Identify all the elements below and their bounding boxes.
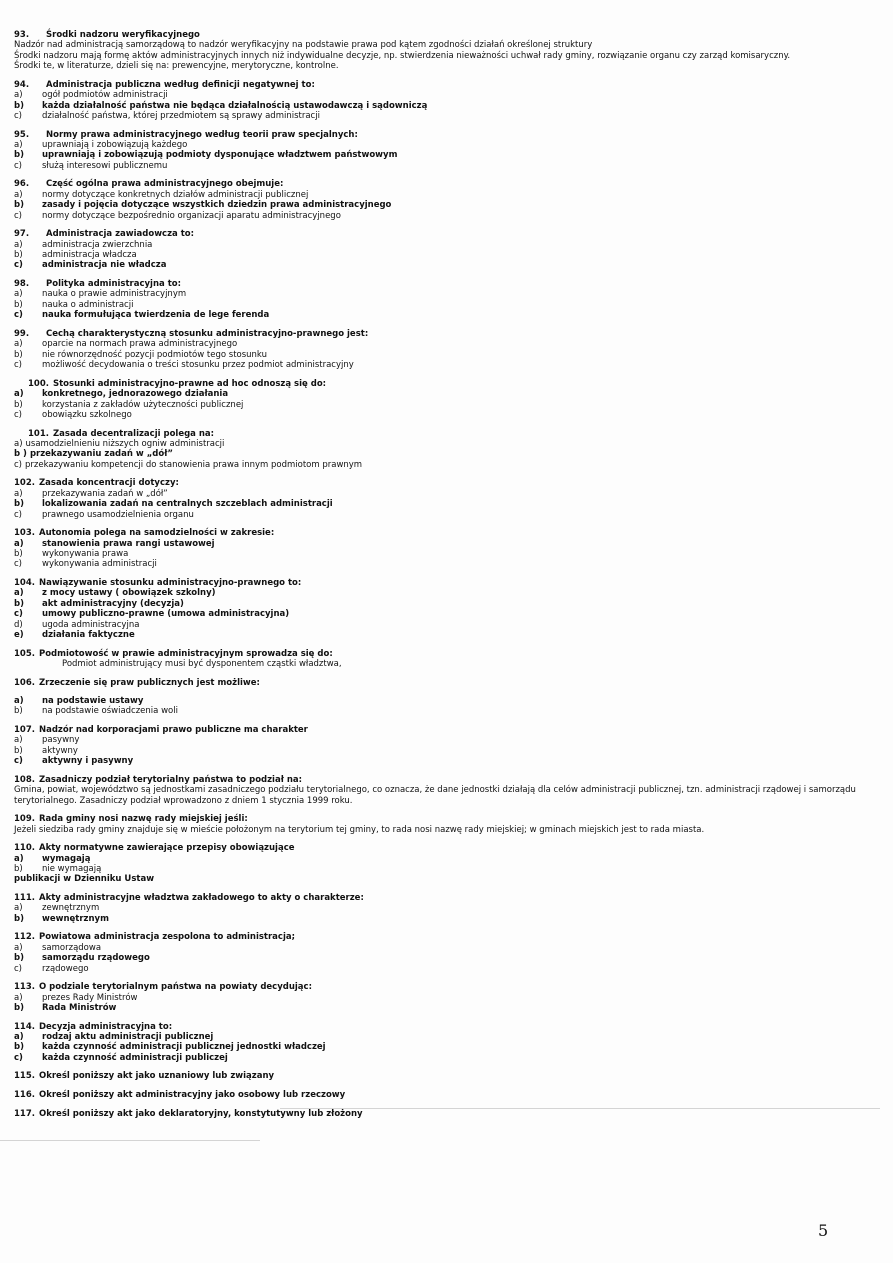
option-text: każda czynność administracji publiczej [42, 1052, 228, 1063]
question-title [14, 1022, 874, 1032]
option-label: b) [14, 250, 23, 261]
question-text: Nawiązywanie stosunku administracyjno-prawnego to: [38, 577, 302, 588]
question-text: Autonomia polega na samodzielności w zakresie: [38, 528, 275, 539]
question-title [14, 80, 874, 90]
option-text: na podstawie ustawy [42, 695, 144, 706]
question-title [14, 775, 874, 785]
answer-option [14, 400, 874, 410]
option-label: c) [14, 1052, 23, 1063]
answer-option [14, 310, 874, 320]
question-97 [14, 229, 874, 271]
option-text: stanowienia prawa rangi ustawowej [42, 538, 215, 549]
question-number: 108. [14, 774, 35, 785]
option-label: c) [14, 210, 22, 221]
question-text: Administracja zawiadowcza to: [46, 229, 195, 240]
question-107 [14, 725, 874, 767]
answer-option [14, 410, 874, 420]
question-96 [14, 179, 874, 221]
question-103 [14, 528, 874, 570]
option-text: przekazywaniu zadań w „dół” [29, 449, 173, 460]
question-text: Akty normatywne zawierające przepisy obowiązujące [38, 843, 295, 854]
option-text: działania faktyczne [42, 629, 135, 640]
question-title [14, 429, 874, 439]
answer-option [14, 200, 874, 210]
option-label: a) [14, 438, 23, 449]
question-text: Określ poniższy akt jako deklaratoryjny, konstytutywny lub złożony [38, 1108, 363, 1119]
spacer [14, 688, 874, 696]
option-label: c) [14, 360, 22, 371]
answer-option [14, 1042, 874, 1052]
option-text: wymagają [42, 853, 91, 864]
question-title [14, 843, 874, 853]
body-line: Środki te, w literaturze, dzieli się na: prewencyjne, merytoryczne, kontrolne. [14, 61, 339, 72]
option-text: zasady i pojęcia dotyczące wszystkich dziedzin prawa administracyjnego [42, 200, 392, 211]
option-text: normy dotyczące bezpośrednio organizacji aparatu administracyjnego [42, 210, 341, 221]
scan-artifact-line [0, 1140, 260, 1141]
page-number: 5 [818, 1221, 829, 1240]
answer-option [14, 539, 874, 549]
answer-option [14, 599, 874, 609]
question-number: 115. [14, 1071, 35, 1082]
option-text: administracja władcza [42, 250, 137, 261]
option-text: nauka formułująca twierdzenia de lege ferenda [42, 310, 270, 321]
question-title [14, 30, 874, 40]
question-text: Polityka administracyjna to: [46, 279, 181, 290]
answer-option [14, 914, 874, 924]
option-text: możliwość decydowania o treści stosunku przez podmiot administracyjny [42, 360, 354, 371]
document-body [14, 30, 874, 1127]
option-text: rządowego [42, 963, 89, 974]
answer-option [14, 140, 874, 150]
question-115 [14, 1071, 874, 1081]
question-98 [14, 279, 874, 321]
question-text: Rada gminy nosi nazwę rady miejskiej jeśli: [38, 814, 248, 825]
option-text: każda działalność państwa nie będąca działalnością ustawodawczą i sądowniczą [42, 100, 428, 111]
option-label: a) [14, 942, 23, 953]
option-label: a) [14, 289, 23, 300]
option-label: b) [14, 499, 24, 510]
option-label: b) [14, 864, 23, 874]
question-title [14, 1090, 874, 1100]
question-text: Decyzja administracyjna to: [38, 1021, 173, 1032]
question-number: 98. [14, 279, 30, 290]
answer-option [14, 549, 874, 559]
answer-option [14, 1003, 874, 1013]
option-text: konkretnego, jednorazowego działania [42, 389, 229, 400]
question-text: Zasada koncentracji dotyczy: [38, 478, 179, 489]
answer-option [14, 250, 874, 260]
question-text: Akty administracyjne władztwa zakładowego to akty o charakterze: [38, 893, 364, 903]
answer-option [14, 620, 874, 630]
option-text: przekazywaniu kompetencji do stanowienia prawa innym podmiotom prawnym [25, 459, 363, 470]
question-116 [14, 1090, 874, 1100]
answer-option [14, 389, 874, 399]
question-114 [14, 1022, 874, 1064]
question-112 [14, 932, 874, 974]
question-number: 99. [14, 328, 30, 339]
option-text: korzystania z zakładów użyteczności publicznej [42, 399, 244, 410]
answer-option [14, 90, 874, 100]
answer-option [14, 339, 874, 349]
question-number: 106. [14, 677, 35, 688]
option-label: a) [14, 735, 23, 746]
answer-option [14, 1032, 874, 1042]
option-label: a) [14, 903, 23, 914]
option-label: c) [14, 409, 22, 420]
option-label: a) [14, 695, 24, 706]
question-101 [14, 429, 874, 471]
answer-option [14, 964, 874, 974]
option-text: służą interesowi publicznemu [42, 160, 168, 171]
question-text: Określ poniższy akt jako uznaniowy lub związany [38, 1071, 275, 1082]
question-number: 93. [14, 30, 30, 40]
option-label: a) [14, 339, 23, 350]
body-paragraph: Gmina, powiat, województwo są jednostkami zasadniczego podziału terytorialnego, co oznacza, że dane jednostki działają dla celów administracji publicznej, tzn. administracji rządowej i samorządu terytorialnego. Zasadniczy podział wprowadzono z dniem 1 stycznia 1999 roku. [14, 785, 856, 806]
question-number: 97. [14, 229, 30, 240]
option-text: administracja zwierzchnia [42, 239, 153, 250]
question-100 [14, 379, 874, 421]
answer-option [14, 240, 874, 250]
question-94 [14, 80, 874, 122]
option-label: a) [14, 853, 24, 864]
option-text: akt administracyjny (decyzja) [42, 598, 184, 609]
question-text: Zasada decentralizacji polega na: [52, 428, 215, 439]
answer-option [14, 696, 874, 706]
question-number: 114. [14, 1021, 35, 1032]
option-label: b) [14, 706, 23, 717]
option-label: a) [14, 992, 23, 1003]
question-number: 103. [14, 528, 35, 539]
option-label: c) [14, 509, 22, 520]
question-title [14, 229, 874, 239]
body-line: Nadzór nad administracją samorządową to nadzór weryfikacyjny na podstawie prawa pod kątem zgodności działań określonej struktury [14, 40, 593, 51]
question-number: 96. [14, 179, 30, 190]
answer-option [14, 449, 874, 459]
answer-option [14, 609, 874, 619]
option-text: aktywny [42, 745, 78, 756]
question-104 [14, 578, 874, 640]
option-label: b) [14, 1042, 24, 1053]
option-text: działalność państwa, której przedmiotem są sprawy administracji [42, 111, 320, 122]
answer-option [14, 559, 874, 569]
option-text: lokalizowania zadań na centralnych szczeblach administracji [42, 499, 333, 510]
answer-option [14, 499, 874, 509]
option-text: nauka o prawie administracyjnym [42, 289, 187, 300]
question-text: Określ poniższy akt administracyjny jako osobowy lub rzeczowy [38, 1090, 346, 1101]
option-label: c) [14, 310, 23, 321]
question-text: Zrzeczenie się praw publicznych jest możliwe: [38, 677, 260, 688]
option-label: e) [14, 629, 24, 640]
question-105 [14, 649, 874, 670]
option-text: ugoda administracyjna [42, 619, 140, 630]
question-title [14, 1071, 874, 1081]
answer-option [14, 211, 874, 221]
answer-option [14, 510, 874, 520]
answer-option [14, 1053, 874, 1063]
option-text: uprawniają i zobowiązują każdego [42, 140, 188, 151]
option-text: nauka o administracji [42, 299, 134, 310]
answer-option [14, 161, 874, 171]
question-102 [14, 478, 874, 520]
question-113 [14, 982, 874, 1013]
question-number: 109. [14, 814, 35, 825]
option-text: umowy publiczno-prawne (umowa administracyjna) [42, 609, 290, 620]
answer-option [14, 190, 874, 200]
option-label: c) [14, 111, 22, 122]
option-text: Rada Ministrów [42, 1003, 117, 1014]
question-title [14, 528, 874, 538]
question-title [14, 649, 874, 659]
option-text: wykonywania administracji [42, 559, 157, 570]
option-text: rodzaj aktu administracji publicznej [42, 1032, 214, 1043]
answer-option [14, 460, 874, 470]
option-label: a) [14, 1032, 24, 1043]
question-108 [14, 775, 874, 806]
question-text: Stosunki administracyjno-prawne ad hoc odnoszą się do: [52, 378, 327, 389]
question-title [14, 814, 874, 824]
option-text: z mocy ustawy ( obowiązek szkolny) [42, 588, 216, 599]
answer-option [14, 735, 874, 745]
question-text: Część ogólna prawa administracyjnego obejmuje: [46, 179, 284, 190]
question-title [14, 893, 874, 903]
question-111 [14, 893, 874, 924]
answer-option [14, 630, 874, 640]
option-label: a) [14, 239, 23, 250]
option-label: b) [14, 100, 24, 111]
option-text: obowiązku szkolnego [42, 409, 132, 420]
option-label: b) [14, 1003, 24, 1014]
answer-option [14, 439, 874, 449]
option-label: b) [14, 150, 24, 161]
answer-option [14, 756, 874, 766]
answer-option [14, 260, 874, 270]
option-label: b) [14, 953, 24, 964]
option-text: na podstawie oświadczenia woli [42, 706, 178, 717]
option-label: b) [14, 548, 23, 559]
question-number: 100. [28, 378, 49, 389]
option-label: a) [14, 538, 24, 549]
question-text: Zasadniczy podział terytorialny państwa to podział na: [38, 774, 303, 785]
question-number: 94. [14, 79, 30, 90]
option-text: prawnego usamodzielnienia organu [42, 509, 194, 520]
option-text: nie równorzędność pozycji podmiotów tego stosunku [42, 349, 267, 360]
option-label: a) [14, 488, 23, 499]
answer-option [14, 350, 874, 360]
question-title [14, 678, 874, 688]
body-line: Środki nadzoru mają formę aktów administracyjnych innych niż indywidualne decyzje, np. stwierdzenia nieważności uchwał rady gminy, rozwiązanie organu czy zarząd komisaryczny. [14, 50, 791, 61]
option-text: aktywny i pasywny [42, 756, 134, 767]
option-text: przekazywania zadań w „dół” [42, 488, 168, 499]
answer-option [14, 854, 874, 864]
option-text: administracja nie władcza [42, 260, 167, 271]
question-number: 105. [14, 648, 35, 659]
answer-option [14, 993, 874, 1003]
question-title [14, 1109, 874, 1119]
question-number: 116. [14, 1090, 35, 1101]
option-text: zewnętrznym [42, 903, 100, 914]
question-title [14, 932, 874, 942]
option-text: samorządowa [42, 942, 102, 953]
option-label: c) [14, 459, 22, 470]
answer-option [14, 489, 874, 499]
question-text: Środki nadzoru weryfikacyjnego [46, 30, 200, 40]
question-106 [14, 678, 874, 717]
question-title [14, 982, 874, 992]
option-label: c) [14, 160, 22, 171]
question-text: Podmiotowość w prawie administracyjnym sprowadza się do: [38, 648, 333, 659]
question-title [14, 279, 874, 289]
option-text: ogół podmiotów administracji [42, 90, 168, 101]
option-label: a) [14, 90, 23, 101]
option-text: uprawniają i zobowiązują podmioty dysponujące władztwem państwowym [42, 150, 398, 161]
option-label: b) [14, 349, 23, 360]
option-label: a) [14, 140, 23, 151]
option-label: a) [14, 389, 24, 400]
option-text: oparcie na normach prawa administracyjnego [42, 339, 238, 350]
question-text: Nadzór nad korporacjami prawo publiczne ma charakter [38, 724, 308, 735]
option-label: a) [14, 588, 24, 599]
question-title [14, 478, 874, 488]
body-line: Podmiot administrujący musi być dysponentem cząstki władztwa, [62, 658, 342, 669]
option-label: c) [14, 260, 23, 271]
answer-option [14, 300, 874, 310]
answer-option [14, 588, 874, 598]
option-label: b) [14, 399, 23, 410]
option-label: a) [14, 189, 23, 200]
question-117 [14, 1109, 874, 1119]
option-text: pasywny [42, 735, 80, 746]
answer-option [14, 101, 874, 111]
option-label: b ) [14, 449, 27, 460]
option-label: b) [14, 745, 23, 756]
question-number: 117. [14, 1108, 35, 1119]
question-number: 107. [14, 724, 35, 735]
question-95 [14, 130, 874, 172]
question-number: 110. [14, 843, 35, 854]
option-text: nie wymagają [42, 864, 102, 874]
question-number: 112. [14, 932, 35, 943]
option-text: wewnętrznym [42, 913, 109, 924]
question-110 [14, 843, 874, 885]
question-text: Powiatowa administracja zespolona to administracja; [38, 932, 296, 943]
question-title [14, 130, 874, 140]
scan-artifact-line [280, 1108, 880, 1109]
answer-option [14, 953, 874, 963]
option-text: prezes Rady Ministrów [42, 992, 138, 1003]
option-label: c) [14, 963, 22, 974]
option-label: b) [14, 200, 24, 211]
question-93 [14, 30, 874, 72]
question-number: 113. [14, 982, 35, 993]
option-label: d) [14, 619, 23, 630]
answer-option [14, 943, 874, 953]
option-text: wykonywania prawa [42, 548, 129, 559]
answer-option [14, 150, 874, 160]
answer-option [14, 706, 874, 716]
question-text: Cechą charakterystyczną stosunku administracyjno-prawnego jest: [46, 328, 369, 339]
question-text: Normy prawa administracyjnego według teorii praw specjalnych: [46, 129, 358, 140]
question-text: Administracja publiczna według definicji negatywnej to: [46, 79, 315, 90]
body-line: publikacji w Dzienniku Ustaw [14, 874, 155, 885]
question-text: O podziale terytorialnym państwa na powiaty decydując: [38, 982, 312, 993]
question-109 [14, 814, 874, 835]
answer-option [14, 289, 874, 299]
answer-option [14, 746, 874, 756]
question-number: 104. [14, 577, 35, 588]
option-text: usamodzielnieniu niższych ogniw administracji [25, 438, 225, 449]
body-paragraph: Jeżeli siedziba rady gminy znajduje się w mieście położonym na terytorium tej gminy, to rada nosi nazwę rady miejskiej; w gminach miejskich jest to rada miasta. [14, 824, 705, 835]
question-title [14, 725, 874, 735]
option-text: każda czynność administracji publicznej jednostki władczej [42, 1042, 326, 1053]
option-text: normy dotyczące konkretnych działów administracji publicznej [42, 189, 309, 200]
question-title [14, 379, 874, 389]
option-label: b) [14, 913, 24, 924]
option-label: c) [14, 756, 23, 767]
question-title [14, 179, 874, 189]
answer-option [14, 903, 874, 913]
answer-option [14, 111, 874, 121]
option-text: samorządu rządowego [42, 953, 150, 964]
question-number: 111. [14, 893, 35, 903]
question-99 [14, 329, 874, 371]
answer-option [14, 864, 874, 874]
option-label: b) [14, 598, 24, 609]
question-number: 95. [14, 129, 30, 140]
question-number: 101. [28, 428, 49, 439]
question-title [14, 578, 874, 588]
option-label: c) [14, 609, 23, 620]
option-label: b) [14, 299, 23, 310]
option-label: c) [14, 559, 22, 570]
question-title [14, 329, 874, 339]
question-number: 102. [14, 478, 35, 489]
answer-option [14, 360, 874, 370]
